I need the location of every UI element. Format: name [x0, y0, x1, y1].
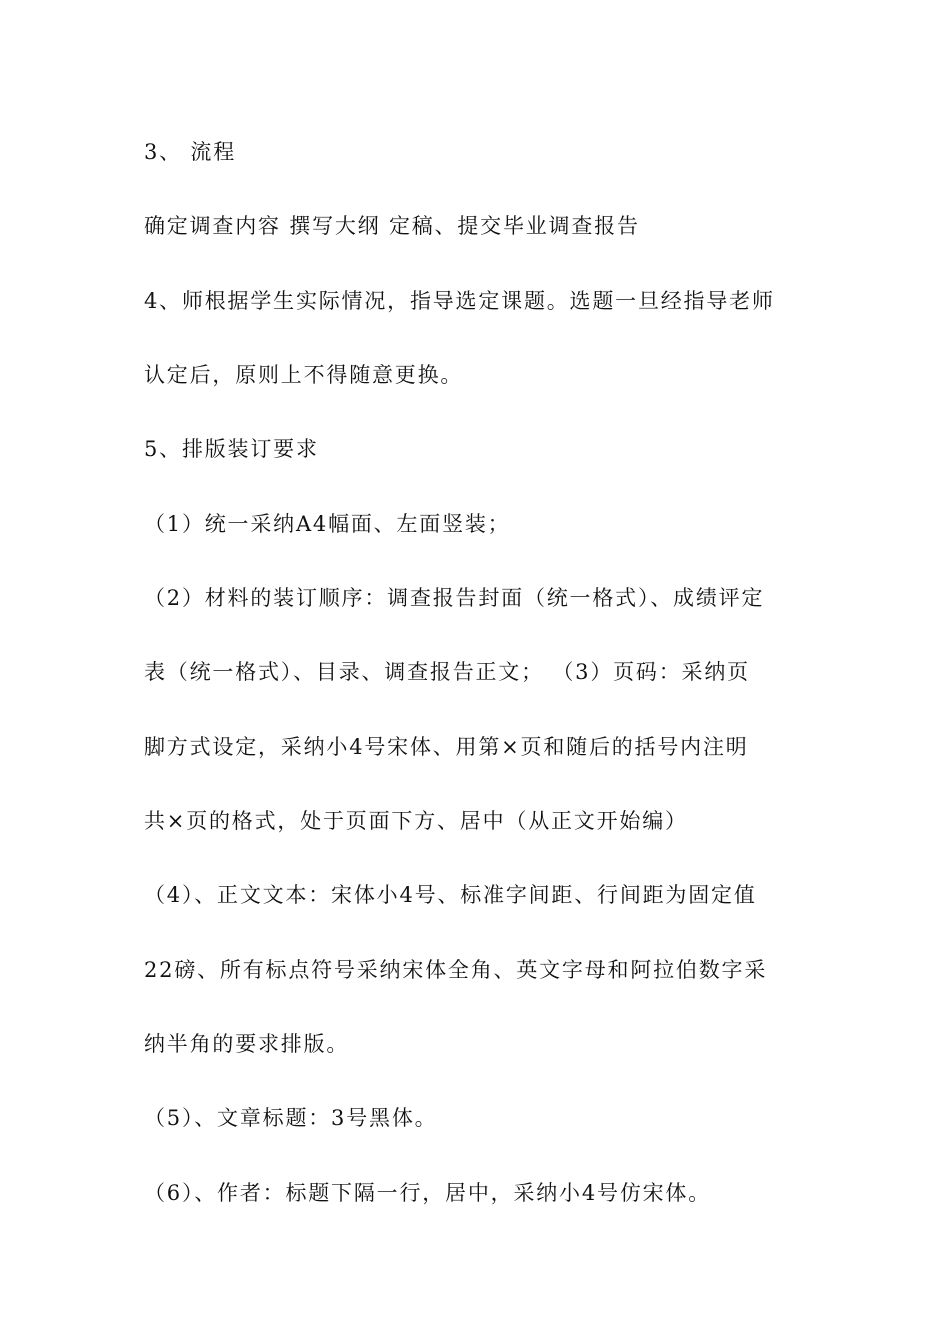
requirement-6: （6）、作者：标题下隔一行，居中，采纳小4号仿宋体。 — [144, 1181, 712, 1205]
item-4-line-1: 4、师根据学生实际情况，指导选定课题。选题一旦经指导老师 — [144, 289, 775, 313]
requirement-5: （5）、文章标题：3号黑体。 — [144, 1106, 438, 1130]
requirement-2-line-1: （2）材料的装订顺序：调查报告封面（统一格式）、成绩评定 — [144, 586, 765, 610]
requirement-2-line-2: 表（统一格式）、目录、调查报告正文； （3）页码：采纳页 — [144, 660, 750, 684]
requirement-4-line-1: （4）、正文文本：宋体小4号、标准字间距、行间距为固定值 — [144, 883, 757, 907]
requirement-4-line-3: 纳半角的要求排版。 — [144, 1032, 350, 1056]
item-4-line-2: 认定后，原则上不得随意更换。 — [144, 363, 464, 387]
process-steps-line: 确定调查内容 撰写大纲 定稿、提交毕业调查报告 — [144, 214, 640, 238]
heading-process: 3、 流程 — [144, 140, 237, 164]
requirement-4-line-2: 22磅、所有标点符号采纳宋体全角、英文字母和阿拉伯数字采 — [144, 958, 768, 982]
requirement-3-line-2: 共×页的格式，处于页面下方、居中（从正文开始编） — [144, 809, 688, 833]
heading-binding-requirements: 5、排版装订要求 — [144, 437, 319, 461]
requirement-1: （1）统一采纳A4幅面、左面竖装； — [144, 512, 511, 536]
requirement-3-line-1: 脚方式设定，采纳小4号宋体、用第×页和随后的括号内注明 — [144, 735, 749, 759]
